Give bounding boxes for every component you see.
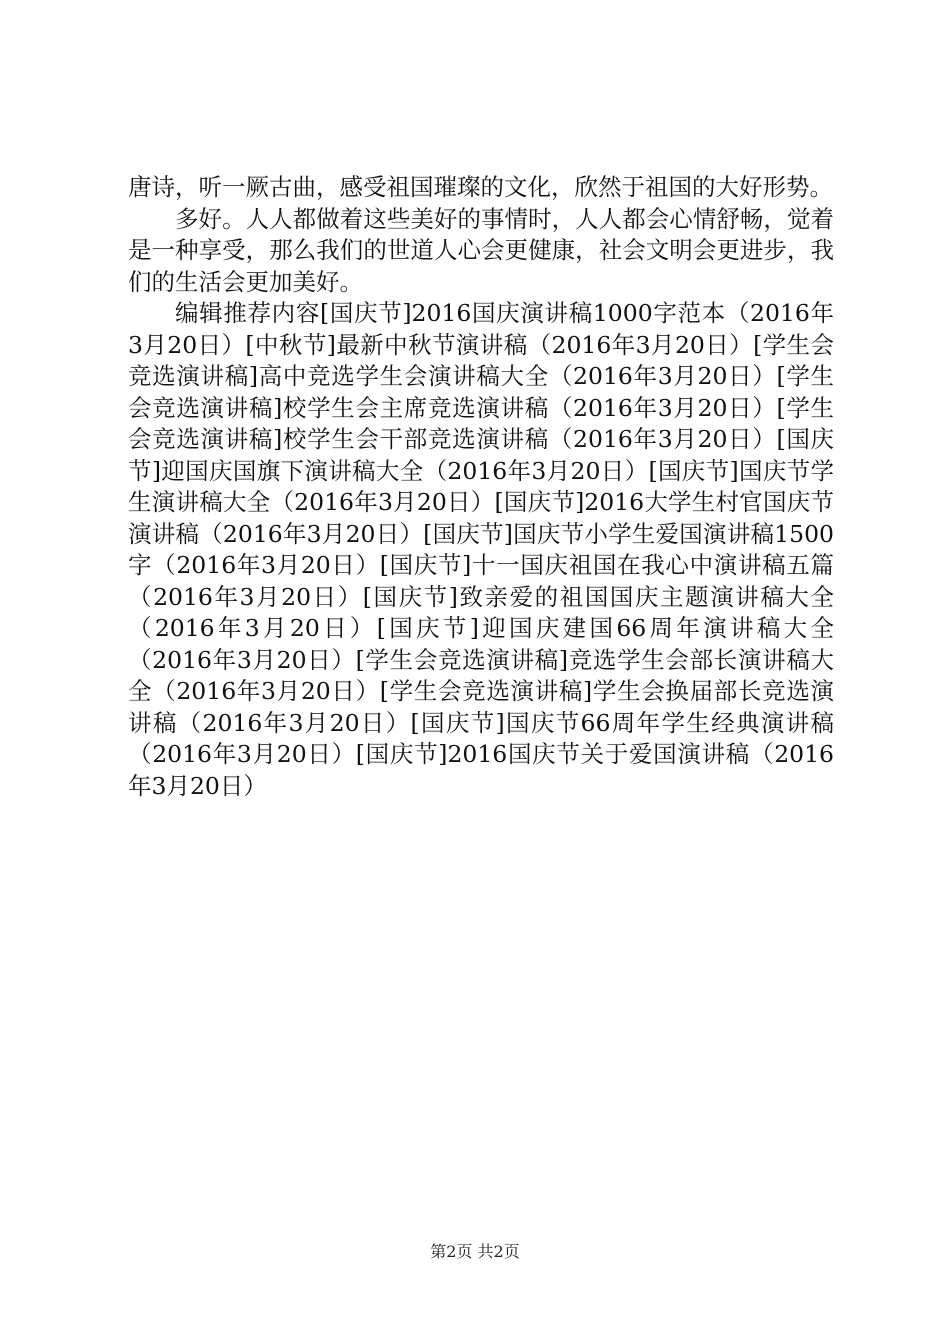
page-footer: 第2页 共2页 xyxy=(430,1242,520,1261)
paragraph-recommended-content: 编辑推荐内容[国庆节]2016国庆演讲稿1000字范本（2016年3月20日）[中秋节]最新中秋节演讲稿（2016年3月20日）[学生会竞选演讲稿]高中竞选学生会演讲稿大全（2016年3月20日）[学生会竞选演讲稿]校学生会主席竞选演讲稿（2016年3月20日）[学生会竞选演讲稿]校学生会干部竞选演讲稿（2016年3月20日）[国庆节]迎国庆国旗下演讲稿大全（2016年3月20日）[国庆节]国庆节学生演讲稿大全（2016年3月20日）[国庆节]2016大学生村官国庆节演讲稿（2016年3月20日）[国庆节]国庆节小学生爱国演讲稿1500字（2016年3月20日）[国庆节]十一国庆祖国在我心中演讲稿五篇（2016年3月20日）[国庆节]致亲爱的祖国国庆主题演讲稿大全（2016年3月20日）[国庆节]迎国庆建国66周年演讲稿大全（2016年3月20日）[学生会竞选演讲稿]竞选学生会部长演讲稿大全（2016年3月20日）[学生会竞选演讲稿]学生会换届部长竞选演讲稿（2016年3月20日）[国庆节]国庆节66周年学生经典演讲稿（2016年3月20日）[国庆节]2016国庆节关于爱国演讲稿（2016年3月20日） xyxy=(128,299,834,800)
paragraph-continuation: 唐诗，听一厥古曲，感受祖国璀璨的文化，欣然于祖国的大好形势。 xyxy=(128,173,833,201)
paragraph-conclusion: 多好。人人都做着这些美好的事情时，人人都会心情舒畅，觉着是一种享受，那么我们的世道人心会更健康，社会文明会更进步，我们的生活会更加美好。 xyxy=(128,204,834,296)
document-body xyxy=(128,172,834,802)
